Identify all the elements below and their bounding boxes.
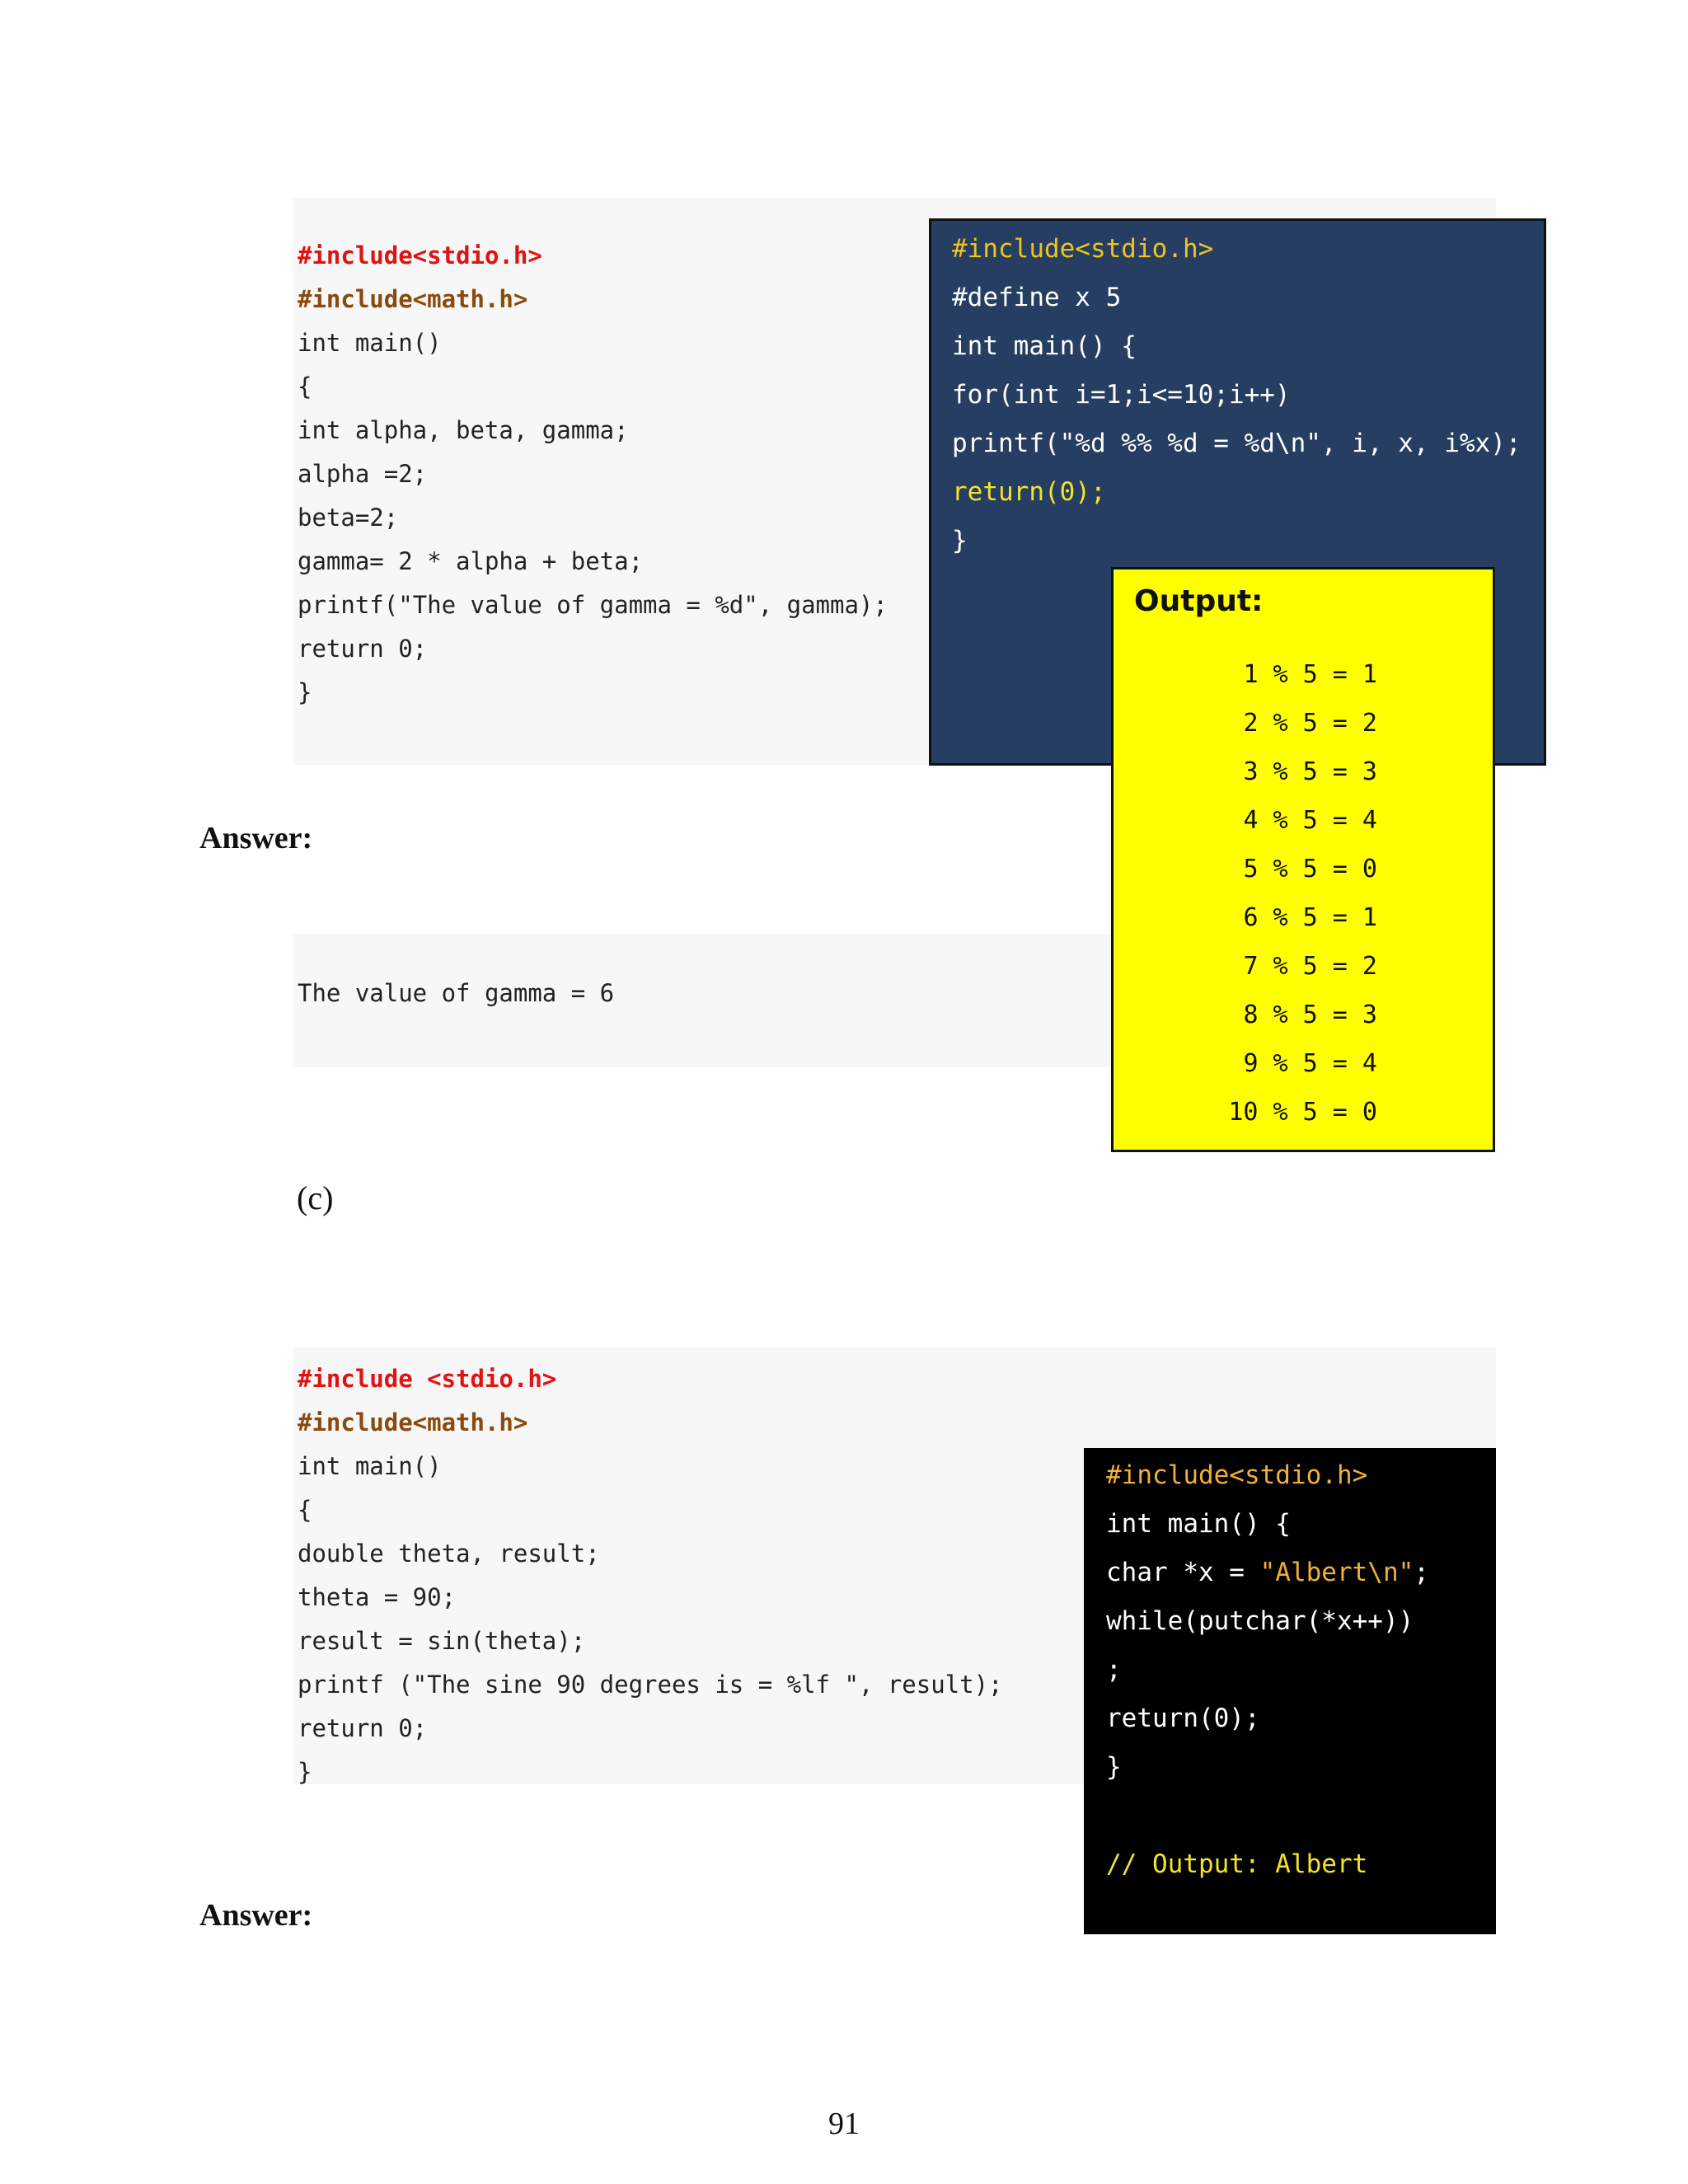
code-comment: // Output: Albert xyxy=(1106,1849,1368,1879)
code-line: int main() { xyxy=(952,331,1137,361)
output-line: 9 % 5 = 4 xyxy=(1243,1049,1377,1078)
code-line: #include <stdio.h> xyxy=(298,1365,557,1393)
code-line: int main() xyxy=(298,329,442,357)
code-line: #include<math.h> xyxy=(298,1408,528,1436)
code-line: #include<stdio.h> xyxy=(298,241,542,269)
code-line: ; xyxy=(1106,1655,1122,1685)
code-token: ; xyxy=(1414,1558,1429,1587)
output-title: Output: xyxy=(1134,584,1264,618)
code-line: return(0); xyxy=(952,477,1106,507)
code-line: #include<math.h> xyxy=(298,285,528,313)
code-line: beta=2; xyxy=(298,504,399,532)
output-line: 1 % 5 = 1 xyxy=(1243,660,1377,689)
code-line: } xyxy=(952,526,968,555)
code-line: return(0); xyxy=(1106,1704,1260,1733)
code-line: alpha =2; xyxy=(298,460,428,488)
code-line: } xyxy=(298,678,312,706)
code-line: for(int i=1;i<=10;i++) xyxy=(952,380,1291,410)
code-line: #define x 5 xyxy=(952,283,1122,312)
code-line: return 0; xyxy=(298,635,428,663)
answer-output-box xyxy=(293,934,1117,1067)
answer-output-text: The value of gamma = 6 xyxy=(298,979,615,1007)
code-line: } xyxy=(298,1758,312,1786)
black-code-block xyxy=(1084,1448,1496,1934)
output-line: 3 % 5 = 3 xyxy=(1243,757,1377,786)
output-box xyxy=(1111,567,1495,1152)
output-line: 10 % 5 = 0 xyxy=(1228,1098,1377,1127)
output-line: 5 % 5 = 0 xyxy=(1243,855,1377,883)
code-line: return 0; xyxy=(298,1714,428,1742)
code-line: printf("The value of gamma = %d", gamma); xyxy=(298,591,888,619)
code-line: while(putchar(*x++)) xyxy=(1106,1606,1414,1636)
answer-label: Answer: xyxy=(199,821,313,855)
code-line: printf ("The sine 90 degrees is = %lf ", result); xyxy=(298,1671,1003,1699)
output-line: 4 % 5 = 4 xyxy=(1243,806,1377,835)
answer-label: Answer: xyxy=(199,1898,313,1933)
code-line: int main() { xyxy=(1106,1509,1291,1539)
code-line xyxy=(1106,1556,1429,1589)
output-line: 6 % 5 = 1 xyxy=(1243,903,1377,932)
code-line: printf("%d %% %d = %d\n", i, x, i%x); xyxy=(952,429,1522,458)
code-line: gamma= 2 * alpha + beta; xyxy=(298,547,644,575)
code-line: #include<stdio.h> xyxy=(1106,1460,1368,1490)
string-literal: "Albert\n" xyxy=(1259,1558,1414,1587)
section-label: (c) xyxy=(297,1179,334,1216)
output-line: 8 % 5 = 3 xyxy=(1243,1001,1377,1029)
code-line: { xyxy=(298,373,312,401)
code-line: #include<stdio.h> xyxy=(952,234,1214,264)
code-line: double theta, result; xyxy=(298,1540,600,1568)
page-number: 91 xyxy=(828,2107,860,2141)
output-line: 2 % 5 = 2 xyxy=(1243,709,1377,738)
code-line: int alpha, beta, gamma; xyxy=(298,416,629,444)
code-line: theta = 90; xyxy=(298,1583,457,1611)
code-line: { xyxy=(298,1496,312,1524)
code-token: char *x = xyxy=(1106,1558,1260,1587)
code-line: result = sin(theta); xyxy=(298,1627,586,1655)
code-line: int main() xyxy=(298,1452,442,1480)
code-line: } xyxy=(1106,1752,1122,1782)
output-line: 7 % 5 = 2 xyxy=(1243,952,1377,981)
